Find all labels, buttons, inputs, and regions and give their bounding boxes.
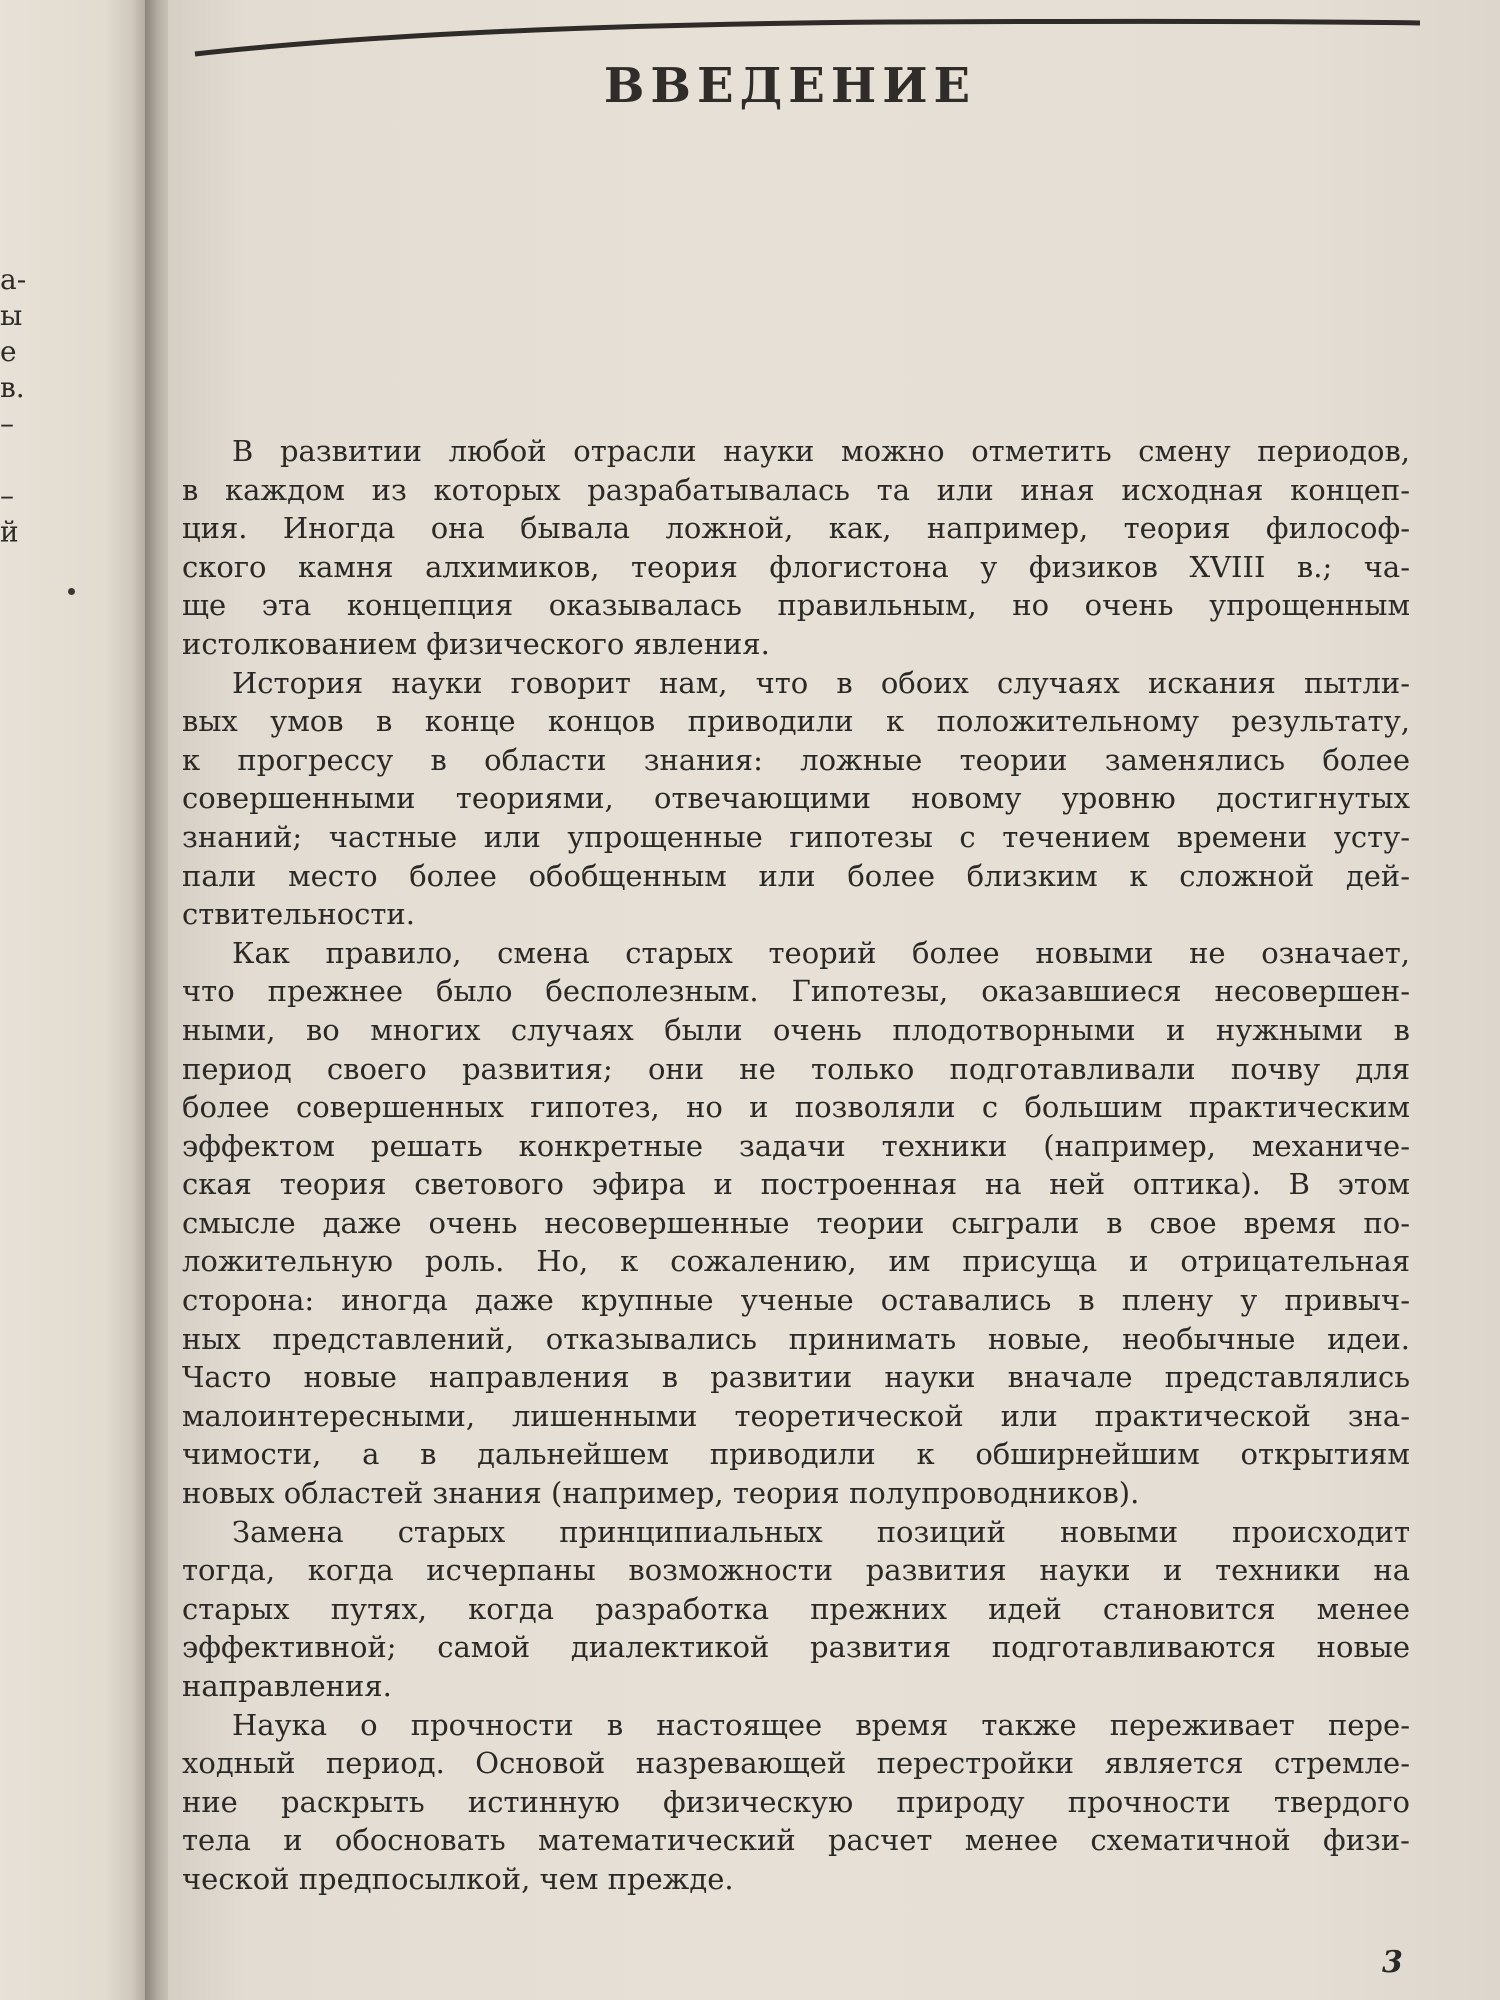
left-page-edge-text [0, 262, 27, 550]
text-line: ложительную роль. Но, к сожалению, им присуща и отрицательная [182, 1244, 1410, 1279]
ink-dot [68, 588, 75, 595]
text-line: тела и обосновать математический расчет менее схематичной физи- [182, 1823, 1410, 1858]
text-line: ского камня алхимиков, теория флогистона у физиков XVIII в.; ча- [182, 549, 1410, 584]
text-line: ская теория светового эфира и построенная на ней оптика). В этом [182, 1167, 1410, 1202]
text-line: Наука о прочности в настоящее время также переживает пере- [232, 1707, 1410, 1742]
text-line: ние раскрыть истинную физическую природу прочности твердого [182, 1784, 1410, 1819]
text-line: что прежнее было бесполезным. Гипотезы, оказавшиеся несовершен- [182, 974, 1410, 1009]
header-rule [195, 18, 1420, 58]
text-line: Часто новые направления в развитии науки вначале представлялись [182, 1360, 1410, 1395]
text-line: направления. [182, 1669, 392, 1703]
text-line: ходный период. Основой назревающей перестройки является стремле- [182, 1746, 1410, 1781]
text-line: В развитии любой отрасли науки можно отметить смену периодов, [232, 434, 1410, 468]
text-line: к прогрессу в области знания: ложные теории заменялись более [182, 742, 1410, 777]
text-line: сторона: иногда даже крупные ученые оставались в плену у привыч- [182, 1283, 1410, 1318]
text-line: малоинтересными, лишенными теоретической или практической зна- [182, 1398, 1410, 1433]
chapter-title: ВВЕДЕНИЕ [603, 58, 977, 114]
text-line: совершенными теориями, отвечающими новому уровню достигнутых [182, 781, 1410, 816]
text-line: ными, во многих случаях были очень плодотворными и нужными в [182, 1012, 1410, 1047]
edge-fragment: в. [0, 371, 25, 404]
edge-fragment: е [0, 335, 17, 368]
text-line: чимости, а в дальнейшем приводили к обширнейшим открытиям [182, 1437, 1410, 1472]
text-line: вых умов в конце концов приводили к положительному результату, [182, 704, 1410, 739]
text-line: смысле даже очень несовершенные теории сыграли в свое время по- [182, 1205, 1410, 1240]
text-line: эффектом решать конкретные задачи техники (например, механиче- [182, 1128, 1410, 1163]
text-line: новых областей знания (например, теория полупроводников). [182, 1476, 1140, 1511]
edge-fragment: – [0, 407, 14, 440]
text-line: ных представлений, отказывались принимать новые, необычные идеи. [182, 1321, 1410, 1356]
text-line: Как правило, смена старых теорий более новыми не означает, [232, 935, 1410, 970]
text-line: истолкованием физического явления. [182, 626, 770, 661]
edge-fragment: ы [0, 299, 23, 332]
edge-fragment: – [0, 479, 14, 512]
left-page [0, 0, 150, 2000]
text-line: период своего развития; они не только подготавливали почву для [182, 1051, 1410, 1086]
page-number: 3 [1382, 1945, 1403, 1980]
paragraph [182, 432, 1410, 664]
text-line: более совершенных гипотез, но и позволяли с большим практическим [182, 1090, 1410, 1125]
edge-fragment: й [0, 515, 19, 548]
text-line: знаний; частные или упрощенные гипотезы с течением времени усту- [182, 819, 1410, 854]
text-line: Замена старых принципиальных позиций новыми происходит [232, 1514, 1410, 1549]
paragraph [182, 1513, 1410, 1706]
edge-fragment: а- [0, 263, 27, 296]
text-line: эффективной; самой диалектикой развития подготавливаются новые [182, 1630, 1410, 1665]
text-line: История науки говорит нам, что в обоих случаях искания пытли- [232, 665, 1410, 700]
paragraph [182, 934, 1410, 1513]
text-line: в каждом из которых разрабатывалась та или иная исходная концеп- [182, 472, 1410, 507]
text-line: ческой предпосылкой, чем прежде. [182, 1861, 734, 1896]
text-line: ствительности. [182, 897, 415, 932]
text-line: ция. Иногда она бывала ложной, как, например, теория философ- [182, 511, 1410, 546]
edge-fragment [0, 442, 20, 478]
text-line: тогда, когда исчерпаны возможности развития науки и техники на [182, 1553, 1410, 1588]
text-line: старых путях, когда разработка прежних идей становится менее [182, 1591, 1410, 1626]
body-text [182, 432, 1410, 1899]
text-line: пали место более обобщенным или более близким к сложной дей- [182, 858, 1410, 893]
text-line: ще эта концепция оказывалась правильным, но очень упрощенным [182, 588, 1410, 623]
paragraph [182, 1706, 1410, 1899]
paragraph [182, 664, 1410, 934]
